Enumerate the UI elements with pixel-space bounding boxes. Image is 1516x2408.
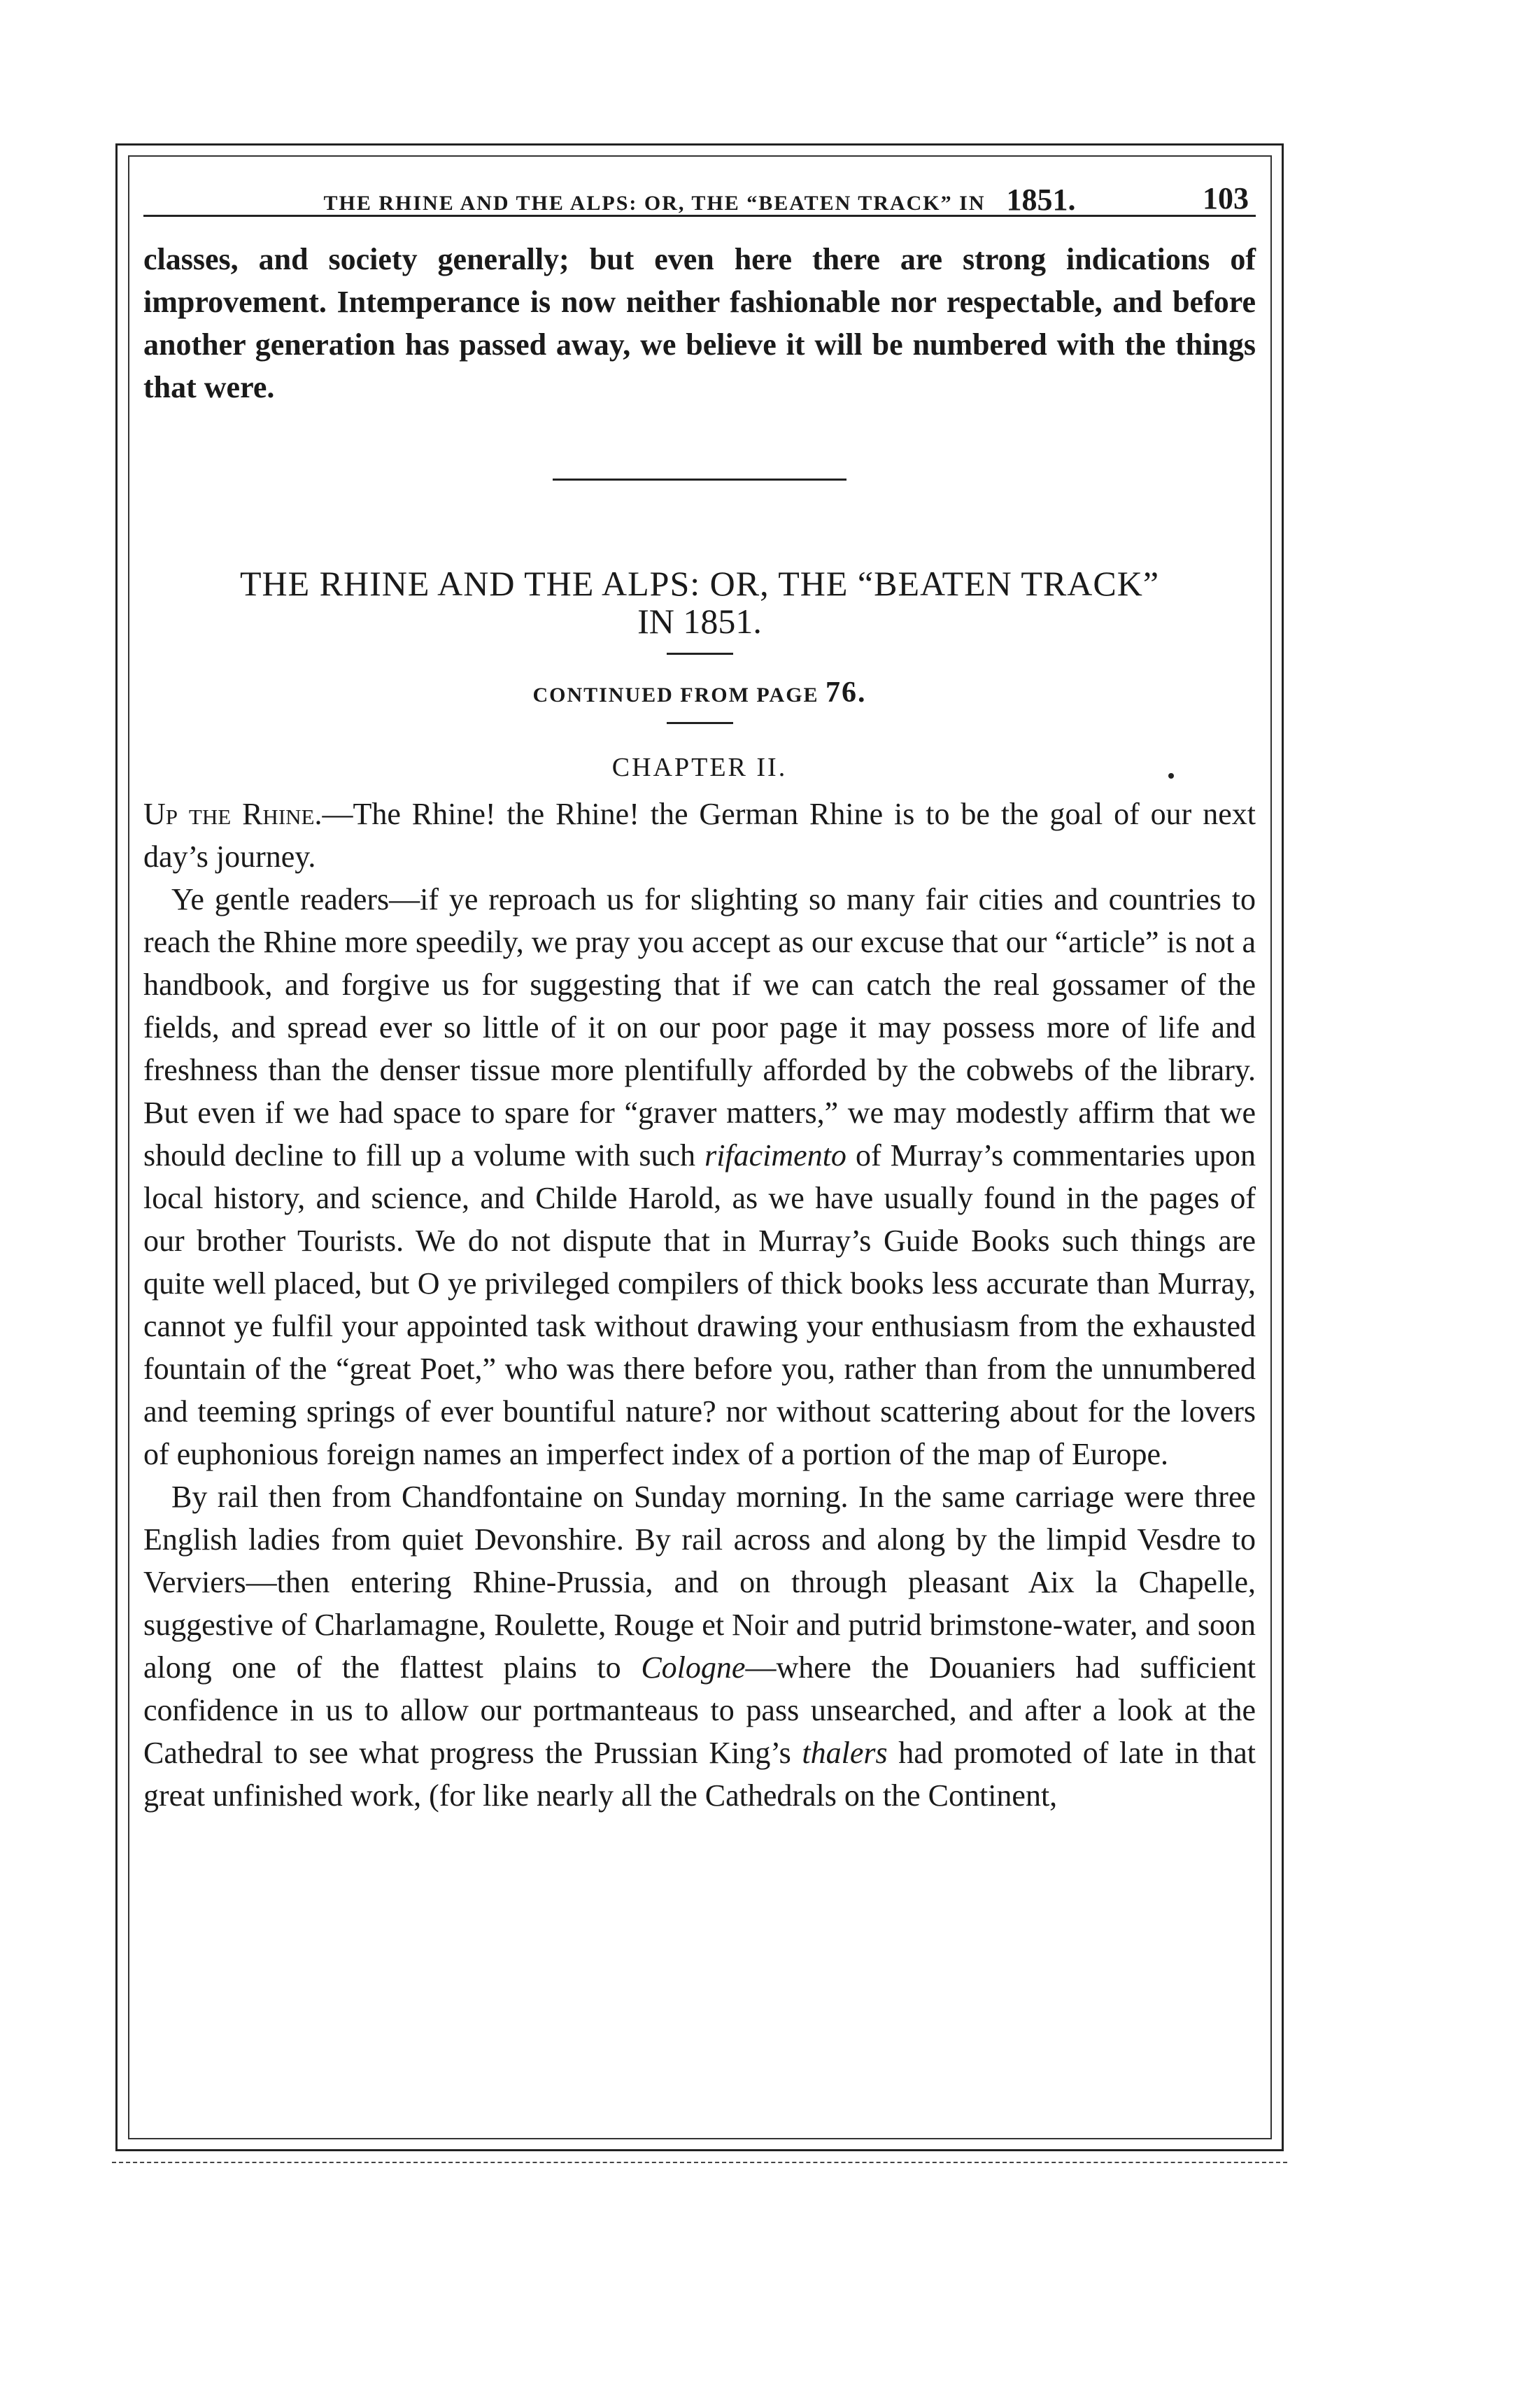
article-title-year: IN 1851. xyxy=(637,602,762,641)
paragraph-3 xyxy=(143,1475,1256,1817)
paragraph-2-part-b: of Murray’s commentaries upon local history, and science, and Childe Harold, as we have usually found in the pages of our brother Tourists. We do not dispute that in Murray’s Guide Books such things are quite well placed, but O ye privileged compilers of thick books less accurate than Murray, cannot ye fulfil your appointed task without drawing your enthusiasm from the exhausted fountain of the “great Poet,” who was there before you, rather than from the unnumbered and teeming springs of ever bountiful nature? nor without scattering about for the lovers of euphonious foreign names an imperfect index of a portion of the map of Europe. xyxy=(143,1138,1256,1471)
continued-note xyxy=(143,676,1256,709)
paragraph-3-cologne: Cologne xyxy=(641,1650,746,1685)
article-title: THE RHINE AND THE ALPS: OR, THE “BEATEN TRACK” xyxy=(239,564,1160,603)
paragraph-1-lead: Up the Rhine. xyxy=(143,797,323,831)
running-head xyxy=(143,168,1256,217)
paragraph-2 xyxy=(143,878,1256,1475)
paragraph-3-part-a: By rail then from Chandfontaine on Sunday morning. In the same carriage were three English ladies from quiet Devonshire. By rail across and along by the limpid Vesdre to Verviers—then entering Rhine-Prussia, and on through pleasant Aix la Chapelle, suggestive of Charlamagne, Roulette, Rouge et Noir and putrid brimstone-water, and soon along one of the flattest plains to xyxy=(143,1480,1256,1685)
running-year: 1851. xyxy=(1006,183,1076,217)
section-divider xyxy=(553,479,846,481)
continued-page: 76. xyxy=(826,677,867,709)
title-rule xyxy=(667,653,733,655)
continued-label: CONTINUED FROM PAGE xyxy=(532,684,819,707)
paragraph-2-italic: rifacimento xyxy=(704,1138,846,1173)
chapter-heading: CHAPTER II. xyxy=(611,753,788,782)
page-content xyxy=(143,168,1256,1817)
page-number: 103 xyxy=(1203,181,1249,215)
paragraph-1 xyxy=(143,793,1256,878)
paragraph-1-text: —The Rhine! the Rhine! the German Rhine is to be the goal of our next day’s journey. xyxy=(143,797,1256,874)
paragraph-2-part-a: Ye gentle readers—if ye reproach us for slighting so many fair cities and countries to reach the Rhine more speedily, we pray you accept as our excuse that our “article” is not a handbook, and forgive us for suggesting that if we can catch the real gossamer of the fields, and spread ever so little of it on our poor page it may possess more of life and freshness than the denser tissue more plentifully afforded by the cobwebs of the library. But even if we had space to spare for “graver matters,” we may modestly affirm that we should decline to fill up a volume with such xyxy=(143,882,1256,1173)
paragraph-3-thalers: thalers xyxy=(802,1736,888,1770)
continued-rule xyxy=(667,722,733,724)
paragraph-3-part-c: had promoted of late in that great unfinished work, (for like nearly all the Cathedrals on the Continent, xyxy=(143,1736,1256,1813)
intro-paragraph: classes, and society generally; but even here there are strong indications of improvement. Intemperance is now neither fashionable nor respectable, and before another generation has passed away, we believe it will be numbered with the things that were. xyxy=(143,242,1256,404)
bottom-rule xyxy=(112,2162,1287,2163)
paragraph-3-part-b: —where the Douaniers had sufficient confidence in us to allow our portmanteaus to pass unsearched, and after a look at the Cathedral to see what progress the Prussian King’s xyxy=(143,1650,1256,1770)
running-title: THE RHINE AND THE ALPS: OR, THE “BEATEN TRACK” IN xyxy=(323,192,986,215)
